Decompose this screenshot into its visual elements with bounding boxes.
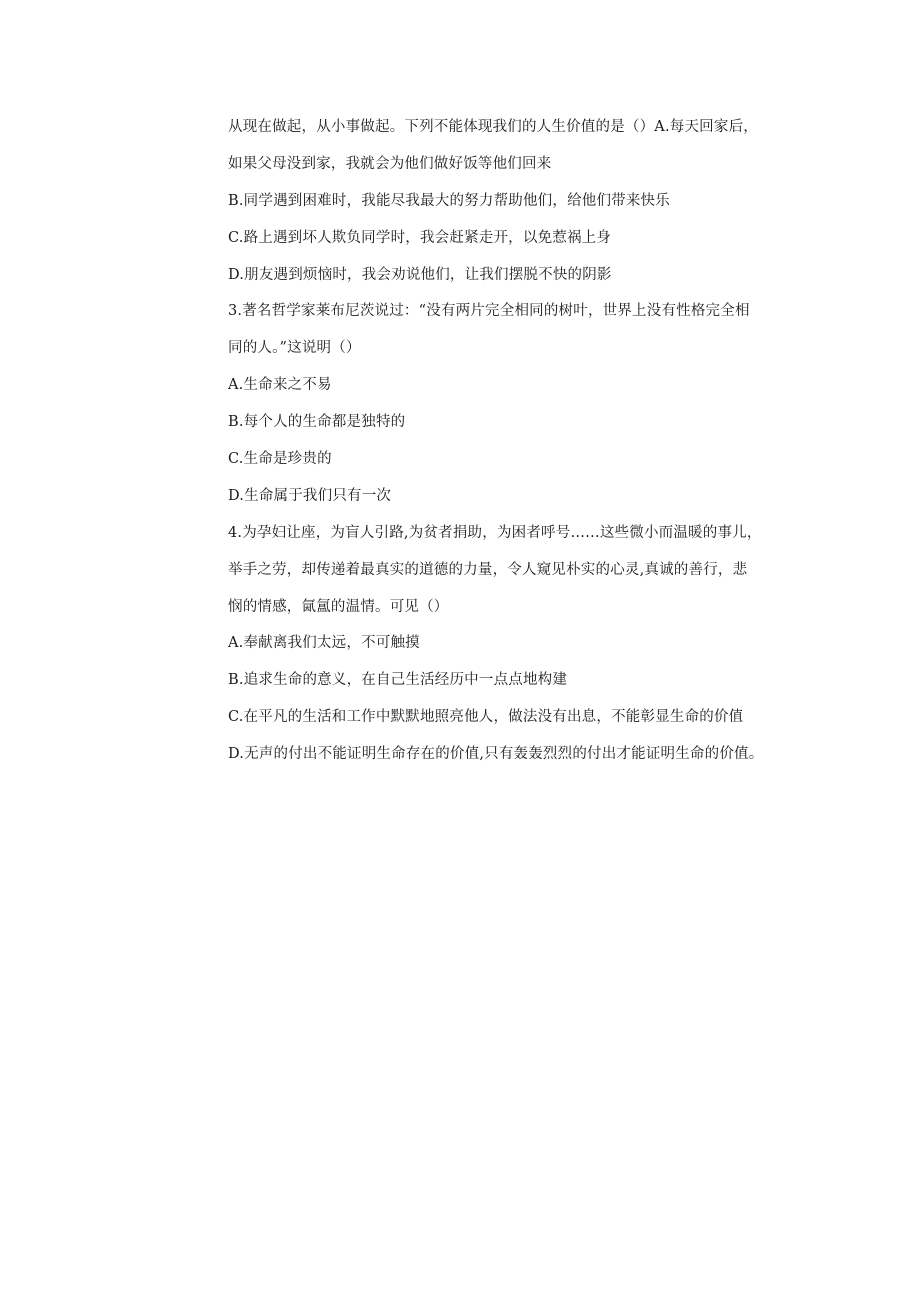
option-a-line: A.生命来之不易: [228, 377, 332, 394]
question-4-line: 4.为孕妇让座，为盲人引路,为贫者捐助，为困者呼号……这些微小而温暖的事儿，: [228, 524, 762, 541]
text-line: 举手之劳，却传递着最真实的道德的力量，令人窥见朴实的心灵,真诚的善行，悲: [228, 561, 748, 578]
option-c-line: C.在平凡的生活和工作中默默地照亮他人，做法没有出息，不能彰显生命的价值: [228, 709, 744, 726]
text-line: 悯的情感，氤氲的温情。可见（）: [228, 598, 449, 615]
option-c-line: C.路上遇到坏人欺负同学时，我会赶紧走开，以免惹祸上身: [228, 229, 612, 246]
text-line: 从现在做起，从小事做起。下列不能体现我们的人生价值的是（）A.每天回家后，: [228, 119, 758, 135]
option-d-line: D.生命属于我们只有一次: [228, 487, 392, 504]
option-d-line: D.无声的付出不能证明生命存在的价值,只有轰轰烈烈的付出才能证明生命的价值。: [228, 746, 764, 763]
option-c-line: C.生命是珍贵的: [228, 451, 332, 468]
question-text-block: [228, 113, 828, 777]
option-a-line: A.奉献离我们太远，不可触摸: [228, 635, 420, 652]
text-line: 如果父母没到家，我就会为他们做好饭等他们回来: [228, 155, 552, 172]
text-line: 同的人。”这说明（）: [228, 340, 361, 357]
option-b-line: B.同学遇到困难时，我能尽我最大的努力帮助他们，给他们带来快乐: [228, 192, 670, 209]
option-b-line: B.追求生命的意义，在自己生活经历中一点点地构建: [228, 672, 568, 689]
option-b-line: B.每个人的生命都是独特的: [228, 414, 406, 431]
question-3-line: 3.著名哲学家莱布尼茨说过：“没有两片完全相同的树叶，世界上没有性格完全相: [228, 303, 750, 320]
option-d-line: D.朋友遇到烦恼时，我会劝说他们，让我们摆脱不快的阴影: [228, 266, 612, 283]
